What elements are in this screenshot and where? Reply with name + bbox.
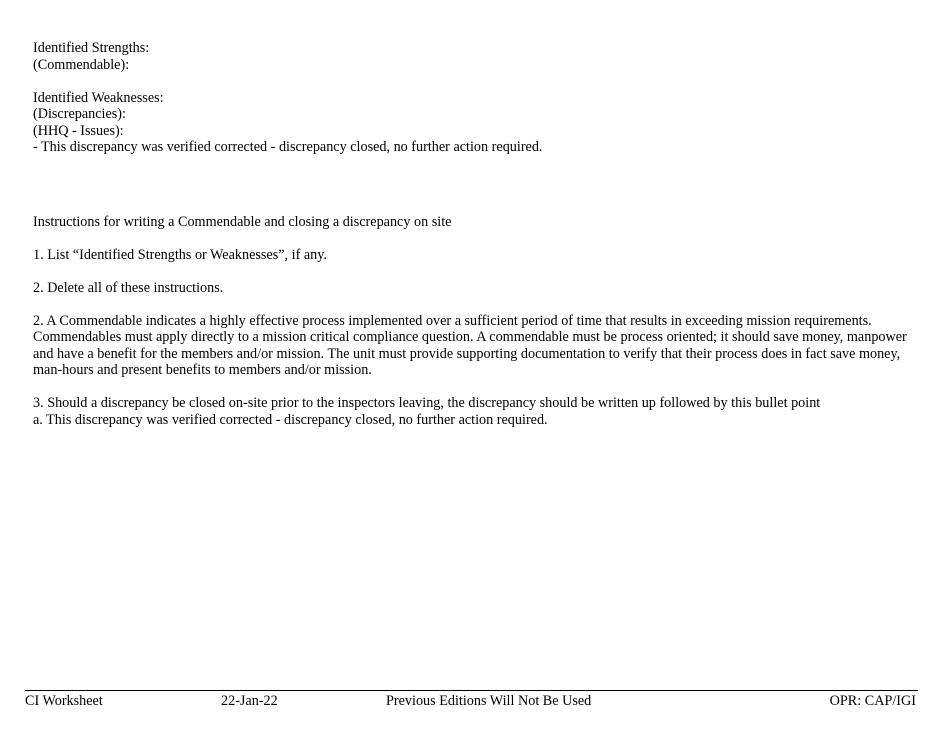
footer-notice: Previous Editions Will Not Be Used bbox=[386, 693, 592, 709]
instruction-2: 2. Delete all of these instructions. bbox=[33, 279, 224, 296]
instructions-title: Instructions for writing a Commendable and closing a discrepancy on site bbox=[33, 213, 452, 230]
discrepancies-label: (Discrepancies): bbox=[33, 106, 126, 122]
page-footer bbox=[25, 690, 918, 711]
spacer bbox=[33, 230, 913, 247]
spacer bbox=[33, 156, 913, 214]
footer-opr: OPR: CAP/IGI bbox=[829, 693, 916, 709]
spacer bbox=[33, 263, 913, 280]
document-body bbox=[33, 40, 913, 428]
spacer bbox=[33, 379, 913, 396]
hhq-issues-label: (HHQ - Issues): bbox=[33, 122, 124, 139]
weakness-item: - This discrepancy was verified corrected - discrepancy closed, no further action required. bbox=[33, 139, 543, 155]
instruction-1: 1. List “Identified Strengths or Weaknesses”, if any. bbox=[33, 246, 327, 263]
instruction-4: 3. Should a discrepancy be closed on-site prior to the inspectors leaving, the discrepancy should be written up followed by this bullet point bbox=[33, 395, 821, 411]
commendable-label: (Commendable): bbox=[33, 56, 130, 73]
footer-date: 22-Jan-22 bbox=[221, 693, 278, 709]
weaknesses-heading: Identified Weaknesses: bbox=[33, 89, 164, 106]
spacer bbox=[33, 296, 913, 313]
instruction-3: 2. A Commendable indicates a highly effective process implemented over a sufficient period of time that results in exceeding mission requirements. Commendables must apply directly to a mission critical compliance question. A commendable must be process oriented; it should save money, manpower and have a benefit for the members and/or mission. The unit must provide supporting documentation to verify that their process does in fact save money, man-hours and present benefits to members and/or mission. bbox=[33, 312, 907, 378]
footer-title: CI Worksheet bbox=[25, 693, 103, 709]
strengths-heading: Identified Strengths: bbox=[33, 40, 150, 56]
spacer bbox=[33, 73, 913, 90]
instruction-4-bullet: a. This discrepancy was verified corrected - discrepancy closed, no further action required. bbox=[33, 411, 548, 428]
